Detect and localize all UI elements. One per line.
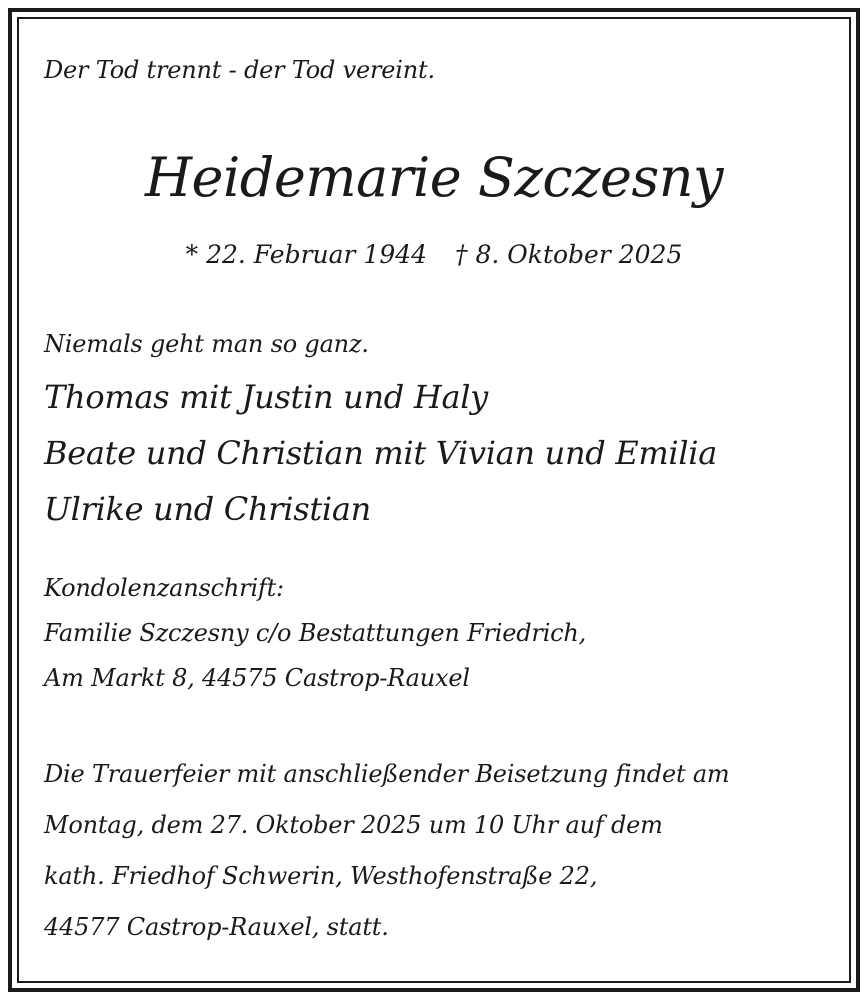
ceremony-line: Montag, dem 27. Oktober 2025 um 10 Uhr auf dem bbox=[44, 811, 663, 839]
family-line: Ulrike und Christian bbox=[44, 490, 371, 528]
deceased-name: Heidemarie Szczesny bbox=[144, 146, 724, 209]
ceremony-line: kath. Friedhof Schwerin, Westhofenstraße 22, bbox=[44, 862, 598, 890]
ceremony-line: Die Trauerfeier mit anschließender Beisetzung findet am bbox=[44, 760, 730, 788]
family-line: Beate und Christian mit Vivian und Emilia bbox=[44, 434, 717, 472]
condolence-address-line: Familie Szczesny c/o Bestattungen Friedrich, bbox=[44, 619, 587, 647]
condolence-address-line: Am Markt 8, 44575 Castrop-Rauxel bbox=[44, 664, 470, 692]
motto-text: Der Tod trennt - der Tod vereint. bbox=[44, 56, 435, 84]
birth-date: * 22. Februar 1944 bbox=[185, 240, 428, 269]
subtitle-text: Niemals geht man so ganz. bbox=[44, 330, 369, 358]
condolence-heading: Kondolenzanschrift: bbox=[44, 574, 284, 602]
death-date: † 8. Oktober 2025 bbox=[455, 240, 683, 269]
life-dates bbox=[44, 240, 824, 269]
ceremony-line: 44577 Castrop-Rauxel, statt. bbox=[44, 913, 389, 941]
family-line: Thomas mit Justin und Haly bbox=[44, 378, 488, 416]
